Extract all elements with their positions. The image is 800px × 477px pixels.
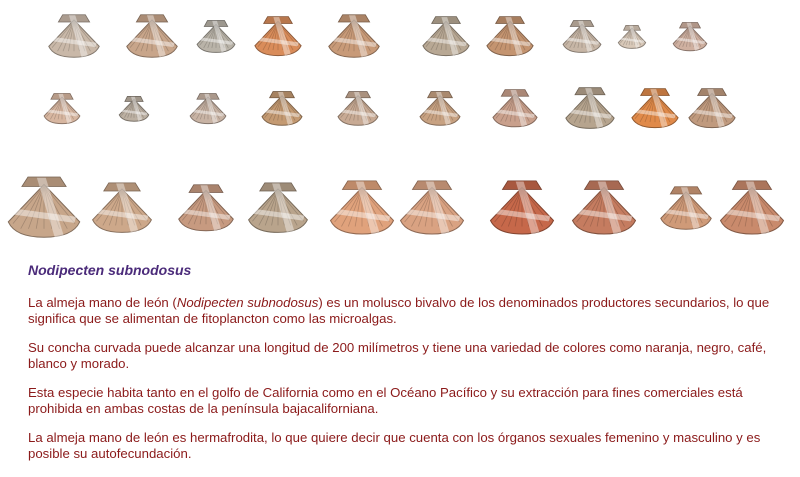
scallop-shell — [401, 181, 464, 234]
scallop-shell — [566, 88, 614, 129]
scallop-shell — [632, 89, 678, 128]
scallop-shell — [197, 21, 235, 53]
scallop-shell — [49, 15, 99, 57]
scallop-shell — [673, 22, 707, 50]
scallop-shell — [573, 181, 636, 234]
paragraph-4: La almeja mano de león es hermafrodita, lo que quiere decir que cuenta con los órganos sexuales femenino y masculino y es posible su autofecundación. — [28, 430, 761, 461]
scallop-shell — [721, 181, 784, 234]
scallop-shell — [423, 17, 469, 56]
scallop-shell — [491, 181, 554, 234]
scallop-shell — [331, 181, 394, 234]
paragraph-2: Su concha curvada puede alcanzar una longitud de 200 milímetros y tiene una variedad de colores como naranja, negro, café, blanco y morado. — [28, 340, 767, 371]
scallop-shell — [493, 90, 537, 127]
p1-species-name: Nodipecten subnodosus — [176, 295, 319, 310]
paragraph-1 — [28, 295, 788, 327]
scallop-shell — [661, 187, 711, 229]
scallop-shell — [338, 92, 378, 126]
scallop-shell — [255, 17, 301, 56]
scallop-shell — [44, 94, 80, 124]
scallop-shell — [689, 89, 735, 128]
scallop-shell — [179, 185, 234, 231]
scallop-shell — [618, 25, 645, 48]
scallop-shell — [249, 183, 308, 233]
p1-after: ) es un molusco bivalvo de los denominados productores secundarios, lo que significa que se alimentan de fitoplancton como las microalgas. — [28, 295, 770, 326]
article — [28, 262, 788, 475]
scallop-shell — [8, 177, 79, 237]
scallop-shell — [119, 96, 148, 121]
scallop-shell — [93, 183, 152, 233]
scallop-shell — [329, 15, 379, 57]
scallop-shell — [190, 94, 226, 124]
scallop-shell — [563, 21, 601, 53]
scallop-shell — [262, 92, 302, 126]
scallop-shell — [127, 15, 177, 57]
scallop-shell — [420, 92, 460, 126]
article-title: Nodipecten subnodosus — [28, 262, 192, 278]
paragraph-3: Esta especie habita tanto en el golfo de California como en el Océano Pacífico y su extracción para fines comerciales está prohibida en ambas costas de la península bajacaliforniana. — [28, 385, 743, 416]
scallop-shell — [487, 17, 533, 56]
p1-before: La almeja mano de león ( — [28, 295, 177, 310]
